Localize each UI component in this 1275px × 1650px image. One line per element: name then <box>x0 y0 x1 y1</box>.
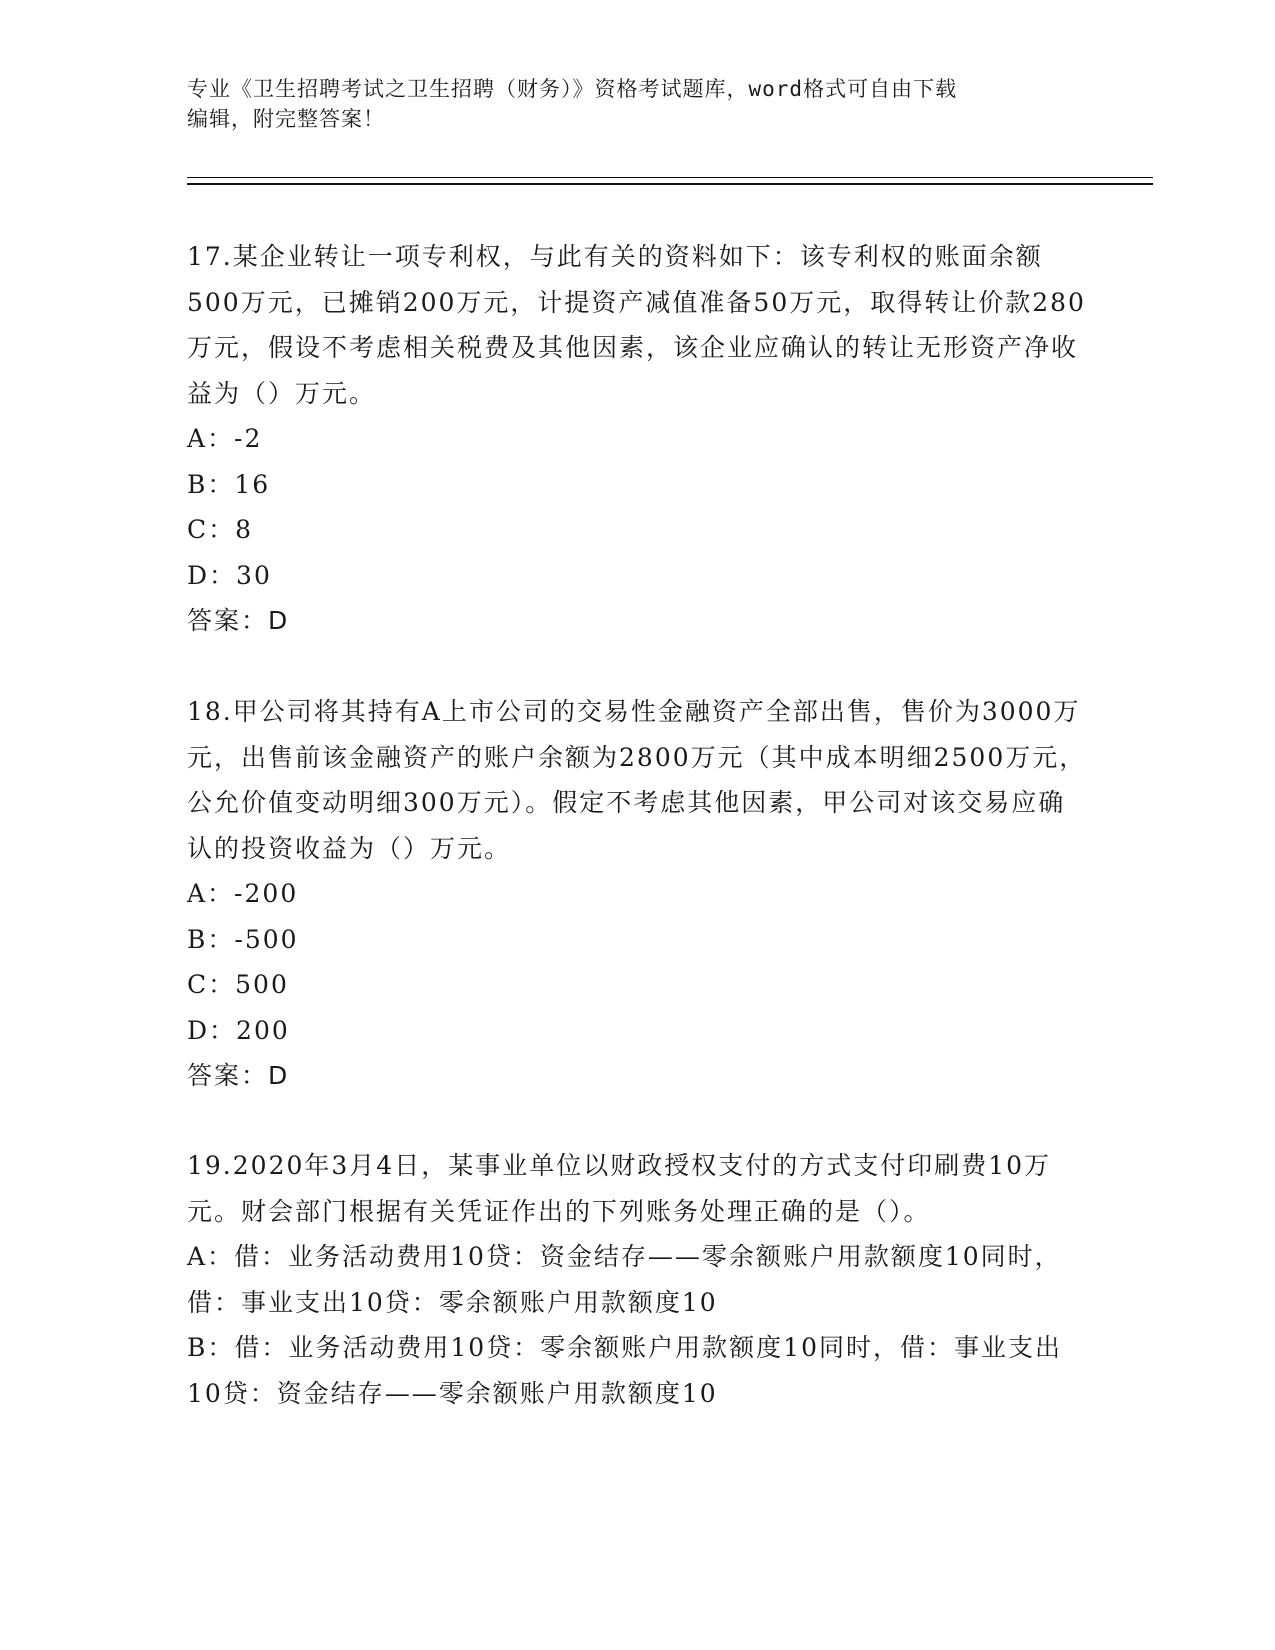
question-18-option-c: C：500 <box>187 970 289 999</box>
question-19-option-b: B：借：业务活动费用10贷：零余额账户用款额度10同时，借：事业支出10贷：资金结存——零余额账户用款额度10 <box>187 1333 1062 1408</box>
document-header <box>187 74 1087 134</box>
question-17-option-d: D：30 <box>187 560 272 590</box>
question-18 <box>187 689 1087 1099</box>
header-divider-thin <box>187 177 1153 178</box>
question-17-answer: 答案：D <box>187 606 290 635</box>
question-17 <box>187 234 1087 644</box>
question-18-text: 18.甲公司将其持有A上市公司的交易性金融资产全部出售，售价为3000万元，出售前该金融资产的账户余额为2800万元（其中成本明细2500万元，公允价值变动明细300万元）。假定不考虑其他因素，甲公司对该交易应确认的投资收益为（）万元。 <box>187 697 1087 863</box>
question-18-option-b: B：-500 <box>187 924 299 954</box>
question-17-text: 17.某企业转让一项专利权，与此有关的资料如下：该专利权的账面余额500万元，已摊销200万元，计提资产减值准备50万元，取得转让价款280万元，假设不考虑相关税费及其他因素，该企业应确认的转让无形资产净收益为（）万元。 <box>187 242 1086 408</box>
question-17-option-a: A：-2 <box>187 424 263 453</box>
header-intro-line-2: 编辑，附完整答案！ <box>187 107 385 131</box>
question-19-text: 19.2020年3月4日，某事业单位以财政授权支付的方式支付印刷费10万元。财会部门根据有关凭证作出的下列账务处理正确的是（）。 <box>187 1151 1052 1226</box>
question-18-option-d: D：200 <box>187 1015 290 1045</box>
question-19 <box>187 1143 1087 1416</box>
question-18-option-a: A：-200 <box>187 879 299 908</box>
question-18-answer: 答案：D <box>187 1061 290 1090</box>
header-divider-thick <box>187 183 1153 185</box>
question-19-option-a: A：借：业务活动费用10贷：资金结存——零余额账户用款额度10同时，借：事业支出10贷：零余额账户用款额度10 <box>187 1242 1062 1317</box>
header-intro-line-1: 专业《卫生招聘考试之卫生招聘（财务）》资格考试题库，word格式可自由下载 <box>187 77 958 101</box>
question-17-option-b: B：16 <box>187 469 271 499</box>
question-17-option-c: C：8 <box>187 515 254 544</box>
